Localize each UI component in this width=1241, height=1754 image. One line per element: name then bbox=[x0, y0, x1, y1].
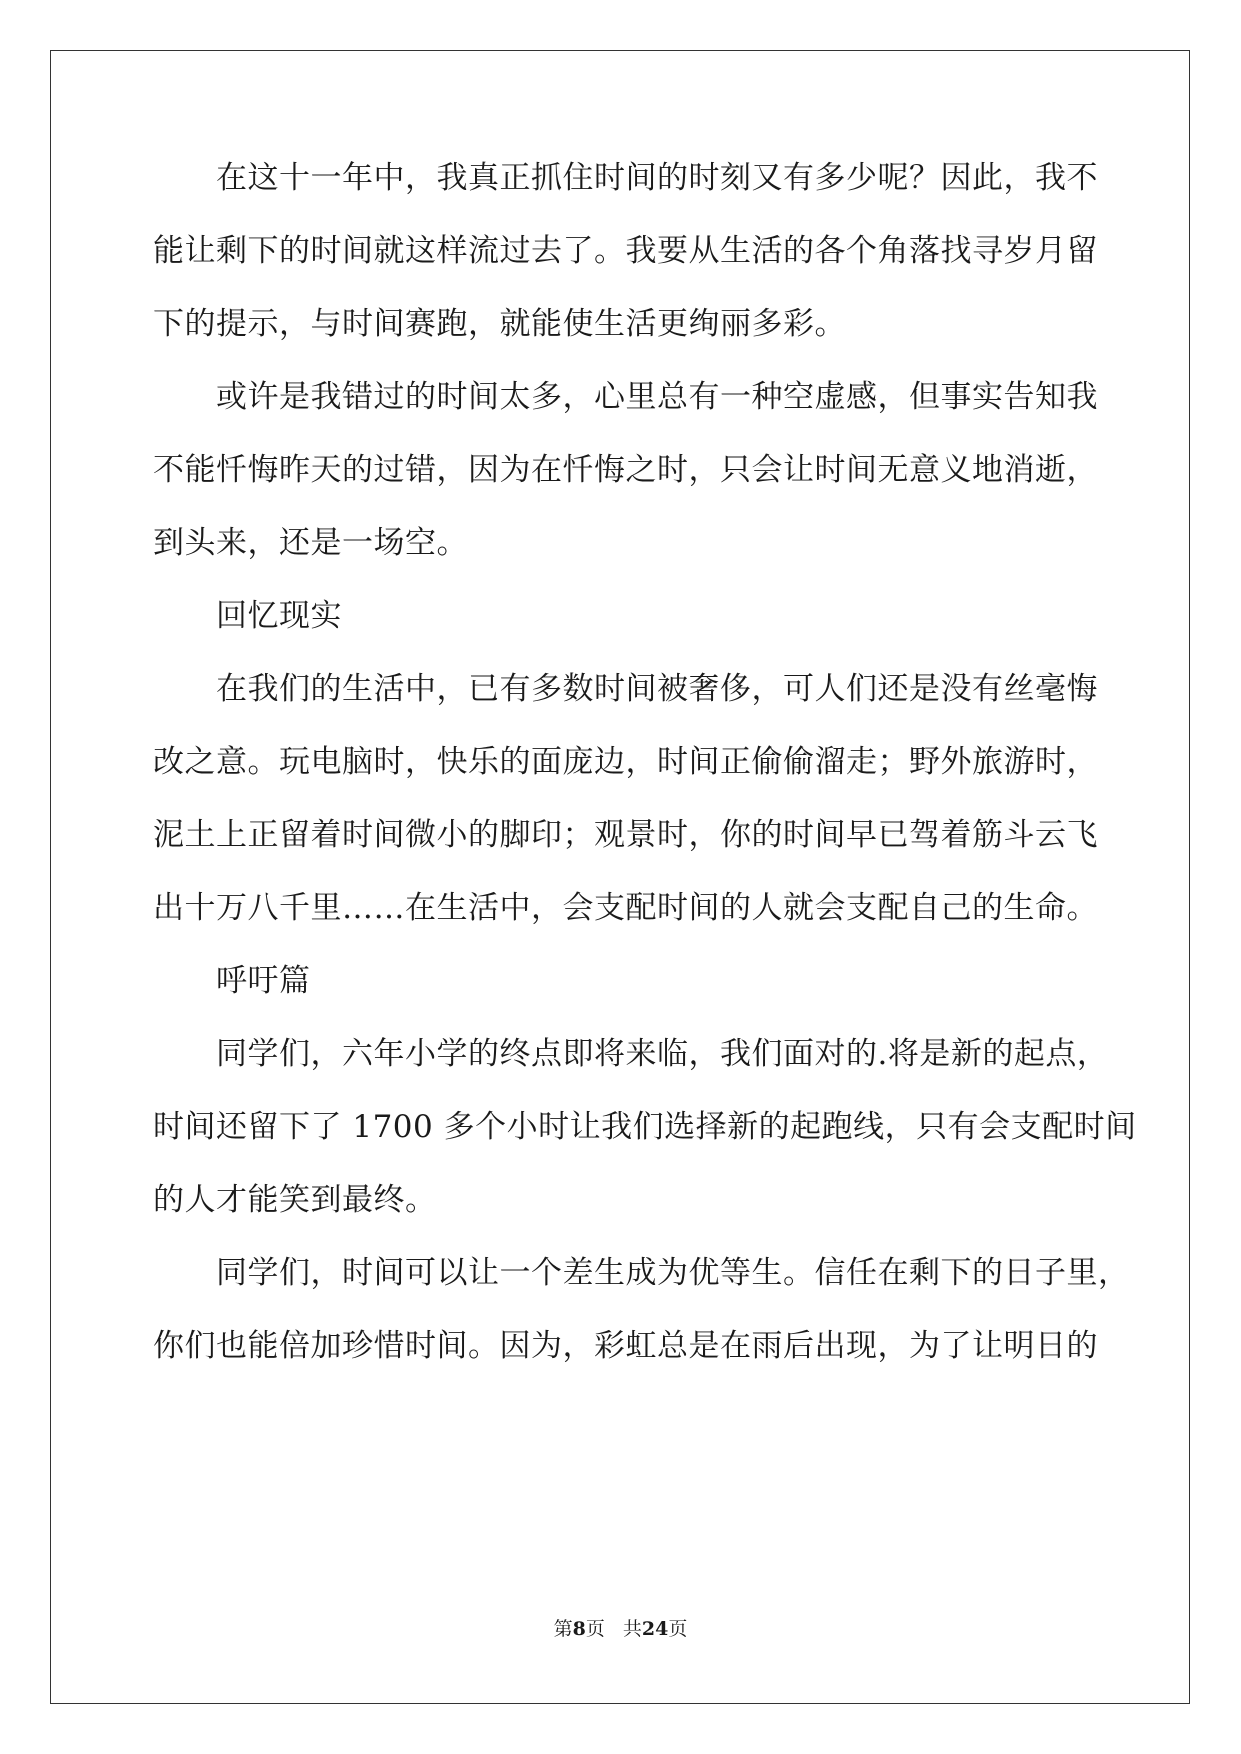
text-line: 时间还留下了 1700 多个小时让我们选择新的起跑线，只有会支配时间 bbox=[153, 1109, 1137, 1145]
text-line: 到头来，还是一场空。 bbox=[153, 525, 468, 561]
text-line: 在我们的生活中，已有多数时间被奢侈，可人们还是没有丝毫悔 bbox=[153, 671, 1098, 707]
footer-total-prefix: 共 bbox=[622, 1618, 642, 1640]
text-line: 或许是我错过的时间太多，心里总有一种空虚感，但事实告知我 bbox=[153, 379, 1098, 415]
text-line: 的人才能笑到最终。 bbox=[153, 1182, 437, 1218]
text-line: 改之意。玩电脑时，快乐的面庞边，时间正偷偷溜走；野外旅游时， bbox=[153, 744, 1098, 780]
section-heading: 呼吁篇 bbox=[153, 963, 311, 999]
text-line: 出十万八千里……在生活中，会支配时间的人就会支配自己的生命。 bbox=[153, 890, 1098, 926]
section-heading: 回忆现实 bbox=[153, 598, 342, 634]
text-line: 泥土上正留着时间微小的脚印；观景时，你的时间早已驾着筋斗云飞 bbox=[153, 817, 1098, 853]
text-line: 能让剩下的时间就这样流过去了。我要从生活的各个角落找寻岁月留 bbox=[153, 233, 1098, 269]
text-line: 你们也能倍加珍惜时间。因为，彩虹总是在雨后出现，为了让明日的 bbox=[153, 1328, 1098, 1364]
page-footer bbox=[0, 1617, 1241, 1641]
footer-total-suffix: 页 bbox=[668, 1618, 688, 1640]
total-pages-number: 24 bbox=[641, 1618, 669, 1640]
footer-page-word: 页 bbox=[585, 1618, 605, 1640]
footer-prefix: 第 bbox=[553, 1618, 573, 1640]
text-line: 下的提示，与时间赛跑，就能使生活更绚丽多彩。 bbox=[153, 306, 846, 342]
text-line: 同学们，时间可以让一个差生成为优等生。信任在剩下的日子里， bbox=[153, 1255, 1130, 1291]
text-line: 同学们，六年小学的终点即将来临，我们面对的.将是新的起点， bbox=[153, 1036, 1109, 1072]
page-frame bbox=[50, 50, 1190, 1704]
text-line: 在这十一年中，我真正抓住时间的时刻又有多少呢？因此，我不 bbox=[153, 160, 1098, 196]
current-page-number: 8 bbox=[572, 1618, 586, 1640]
text-line: 不能忏悔昨天的过错，因为在忏悔之时，只会让时间无意义地消逝， bbox=[153, 452, 1098, 488]
